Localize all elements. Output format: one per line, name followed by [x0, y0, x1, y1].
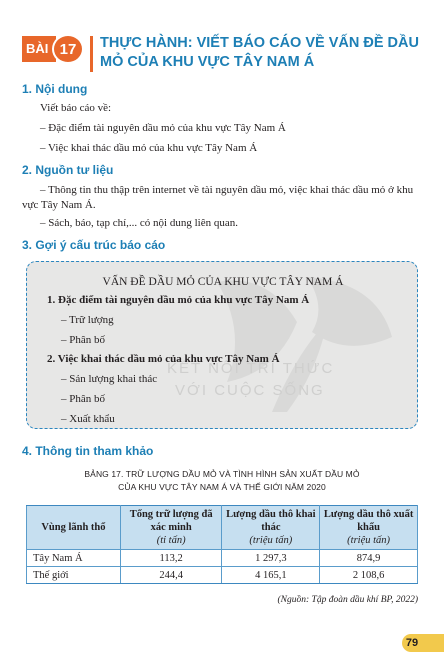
table-cell: 4 165,1	[222, 567, 320, 584]
report-outline-box	[26, 261, 418, 429]
table-header-row	[27, 506, 418, 550]
lesson-divider	[90, 36, 93, 72]
column-header: Tổng trữ lượng đã xác minh (tỉ tấn)	[120, 506, 222, 550]
oil-data-table	[26, 505, 418, 584]
outline-item: – Sản lượng khai thác	[61, 373, 158, 385]
outline-item: – Trữ lượng	[61, 314, 114, 326]
lesson-prefix: BÀI	[22, 36, 56, 62]
lesson-header	[22, 34, 422, 76]
table-cell: 244,4	[120, 567, 222, 584]
outline-item: – Phân bố	[61, 334, 105, 346]
section-1-heading: 1. Nội dung	[22, 82, 88, 96]
table-cell: 874,9	[320, 550, 418, 567]
section-2-heading: 2. Nguồn tư liệu	[22, 163, 114, 177]
lesson-title: THỰC HÀNH: VIẾT BÁO CÁO VỀ VẤN ĐỀ DẦU MỎ CỦA KHU VỰC TÂY NAM Á	[100, 35, 419, 70]
table-cell: 113,2	[120, 550, 222, 567]
watermark-text: KẾT NỐI TRI THỨC	[167, 360, 335, 377]
section-2-item: – Thông tin thu thập trên internet về tài nguyên dầu mỏ, việc khai thác dầu mỏ ở khu vực Tây Nam Á.	[22, 184, 414, 211]
column-header: Lượng dầu thô khai thác (triệu tấn)	[222, 506, 320, 550]
outline-item: – Xuất khẩu	[61, 413, 115, 425]
page-tab	[422, 634, 444, 652]
section-1-item: – Việc khai thác dầu mỏ của khu vực Tây Nam Á	[40, 142, 258, 154]
table-cell: 2 108,6	[320, 567, 418, 584]
section-2-item: – Sách, báo, tạp chí,... có nội dung liên quan.	[40, 217, 238, 229]
column-header: Lượng dầu thô xuất khẩu (triệu tấn)	[320, 506, 418, 550]
outline-part-1: 1. Đặc điểm tài nguyên dầu mỏ của khu vực Tây Nam Á	[47, 294, 310, 306]
section-1-item: – Đặc điểm tài nguyên dầu mỏ của khu vực Tây Nam Á	[40, 122, 286, 134]
table-cell: 1 297,3	[222, 550, 320, 567]
lesson-number-badge: 17	[52, 34, 84, 64]
table-cell: Tây Nam Á	[27, 550, 121, 567]
table-cell: Thế giới	[27, 567, 121, 584]
column-header: Vùng lãnh thổ	[27, 506, 121, 550]
table-caption: BẢNG 17. TRỮ LƯỢNG DẦU MỎ VÀ TÌNH HÌNH SẢN XUẤT DẦU MỎ	[84, 469, 360, 479]
page-number: 79	[402, 634, 422, 652]
outline-item: – Phân bố	[61, 393, 105, 405]
section-3-heading: 3. Gợi ý cấu trúc báo cáo	[22, 238, 166, 252]
section-1-intro: Viết báo cáo về:	[40, 102, 112, 114]
section-4-heading: 4. Thông tin tham khảo	[22, 444, 154, 458]
table-source: (Nguồn: Tập đoàn dầu khí BP, 2022)	[277, 595, 418, 605]
watermark-text: VỚI CUỘC SỐNG	[175, 382, 325, 399]
outline-title: VẤN ĐỀ DẦU MỎ CỦA KHU VỰC TÂY NAM Á	[102, 276, 344, 288]
table-row	[27, 550, 418, 567]
table-row	[27, 567, 418, 584]
outline-part-2: 2. Việc khai thác dầu mỏ của khu vực Tây Nam Á	[47, 353, 280, 365]
table-caption: CỦA KHU VỰC TÂY NAM Á VÀ THẾ GIỚI NĂM 2020	[118, 482, 326, 492]
